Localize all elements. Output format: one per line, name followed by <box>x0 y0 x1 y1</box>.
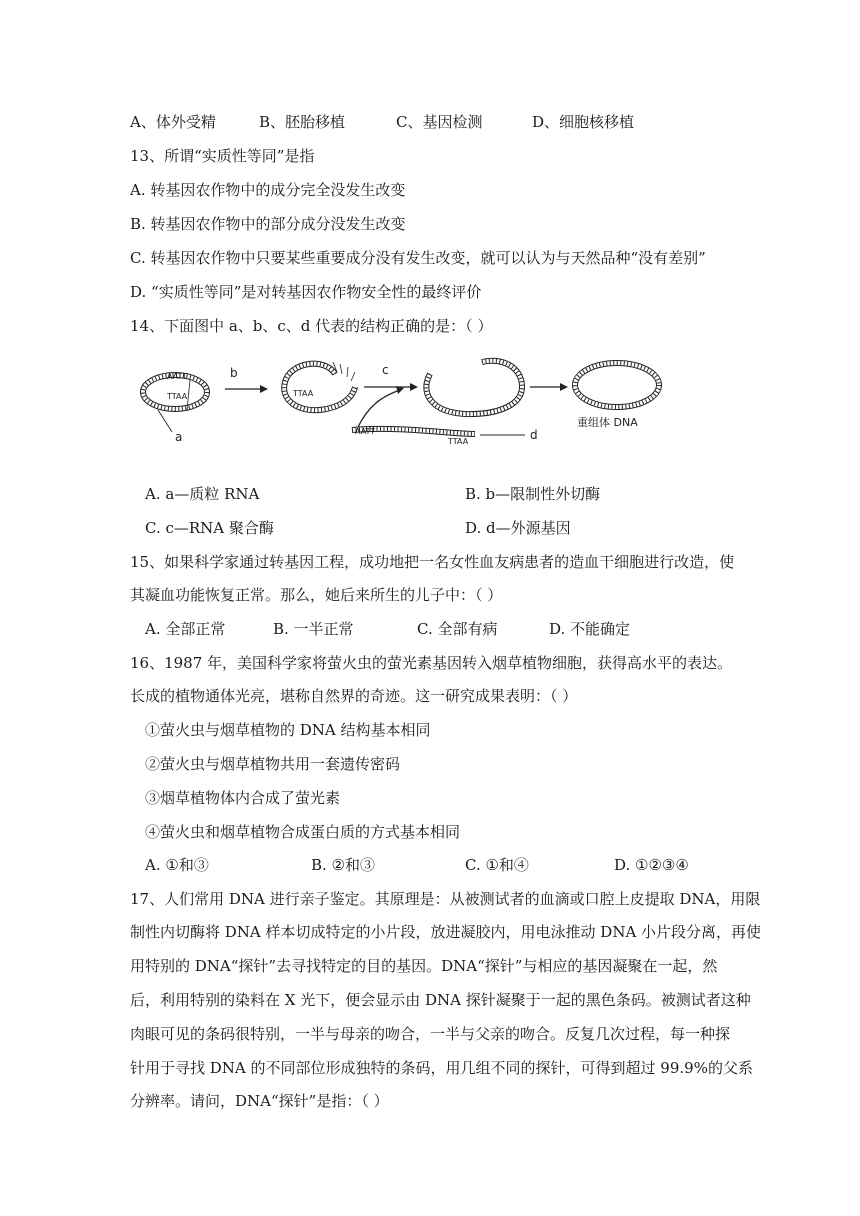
q15-option-d: D. 不能确定 <box>549 620 631 638</box>
q17-line-3: 用特别的 DNA“探针”去寻找特定的目的基因。DNA“探针”与相应的基因凝聚在一起，然 <box>130 957 718 975</box>
q16-stem-line2: 长成的植物通体光亮，堪称自然界的奇迹。这一研究成果表明：（ ） <box>130 687 578 705</box>
q16-option-a: A. ①和③ <box>145 856 209 874</box>
q15-stem-line1: 15、如果科学家通过转基因工程，成功地把一名女性血友病患者的造血干细胞进行改造，使 <box>130 553 735 571</box>
q14-option-a: A. a—质粒 RNA <box>145 485 260 503</box>
opened-seq-bottom: TTAA <box>293 389 314 398</box>
q16-statement-4: ④萤火虫和烟草植物合成蛋白质的方式基本相同 <box>145 823 461 841</box>
q12-option-b: B、胚胎移植 <box>259 113 346 131</box>
label-c: c <box>382 363 389 377</box>
q16-stem-line1: 16、1987 年，美国科学家将萤火虫的萤光素基因转入烟草植物细胞，获得高水平的表达。 <box>130 654 733 672</box>
recombinant-dna-ring <box>575 363 659 407</box>
foreign-gene-d <box>352 429 525 435</box>
q13-stem: 13、所谓“实质性等同”是指 <box>130 147 315 165</box>
q17-line-1: 17、人们常用 DNA 进行亲子鉴定。其原理是：从被测试者的血滴或口腔上皮提取 DNA，用限 <box>130 890 761 908</box>
q14-option-b: B. b—限制性外切酶 <box>465 485 601 503</box>
q13-option-c: C. 转基因农作物中只要某些重要成分没有发生改变，就可以认为与天然品种“没有差别” <box>130 249 706 267</box>
gene-seq-top: AATT <box>355 427 376 436</box>
q13-option-b: B. 转基因农作物中的部分成分没发生改变 <box>130 215 406 233</box>
q15-option-a: A. 全部正常 <box>145 620 226 638</box>
label-a: a <box>175 430 183 444</box>
inserted-plasmid <box>426 361 522 414</box>
plasmid-ring-a <box>143 375 207 432</box>
q14-stem: 14、下面图中 a、b、c、d 代表的结构正确的是：（ ） <box>130 317 493 335</box>
q12-option-a: A、体外受精 <box>130 113 216 131</box>
gene-seq-bottom: TTAA <box>448 437 469 446</box>
q13-option-a: A. 转基因农作物中的成分完全没发生改变 <box>130 181 406 199</box>
q16-option-b: B. ②和③ <box>311 856 376 874</box>
q16-option-d: D. ①②③④ <box>614 856 689 874</box>
q15-stem-line2: 其凝血功能恢复正常。那么，她后来所生的儿子中：（ ） <box>130 586 503 604</box>
q17-line-7: 分辨率。请问，DNA“探针”是指：（ ） <box>130 1092 389 1110</box>
q16-statement-1: ①萤火虫与烟草植物的 DNA 结构基本相同 <box>145 721 431 739</box>
label-b: b <box>230 366 238 380</box>
q16-statement-3: ③烟草植物体内合成了萤光素 <box>145 789 341 807</box>
q14-option-d: D. d—外源基因 <box>465 519 571 537</box>
label-d: d <box>530 428 538 442</box>
plasmid-seq-bottom: TTAA <box>167 392 188 401</box>
dna-recombination-figure <box>130 352 690 452</box>
q17-line-2: 制性内切酶将 DNA 样本切成特定的小片段，放进凝胶内，用电泳推动 DNA 小片段分离，再使 <box>130 923 762 941</box>
opened-plasmid <box>284 362 355 410</box>
q15-option-c: C. 全部有病 <box>417 620 498 638</box>
plasmid-seq-top: AATT <box>167 372 188 381</box>
q13-option-d: D. “实质性等同”是对转基因农作物安全性的最终评价 <box>130 283 482 301</box>
q14-option-c: C. c—RNA 聚合酶 <box>145 519 274 537</box>
q12-option-c: C、基因检测 <box>396 113 483 131</box>
q17-line-4: 后，利用特别的染料在 X 光下，便会显示由 DNA 探针凝聚于一起的黑色条码。被测试者这种 <box>130 991 751 1009</box>
q12-option-d: D、细胞核移植 <box>532 113 635 131</box>
q16-statement-2: ②萤火虫与烟草植物共用一套遗传密码 <box>145 755 401 773</box>
q17-line-5: 肉眼可见的条码很特别，一半与母亲的吻合，一半与父亲的吻合。反复几次过程，每一种探 <box>130 1025 731 1043</box>
recombinant-dna-label: 重组体 DNA <box>577 416 638 429</box>
q16-option-c: C. ①和④ <box>465 856 529 874</box>
q17-line-6: 针用于寻找 DNA 的不同部位形成独特的条码，用几组不同的探针，可得到超过 99.9%的父系 <box>130 1059 753 1077</box>
q15-option-b: B. 一半正常 <box>273 620 354 638</box>
